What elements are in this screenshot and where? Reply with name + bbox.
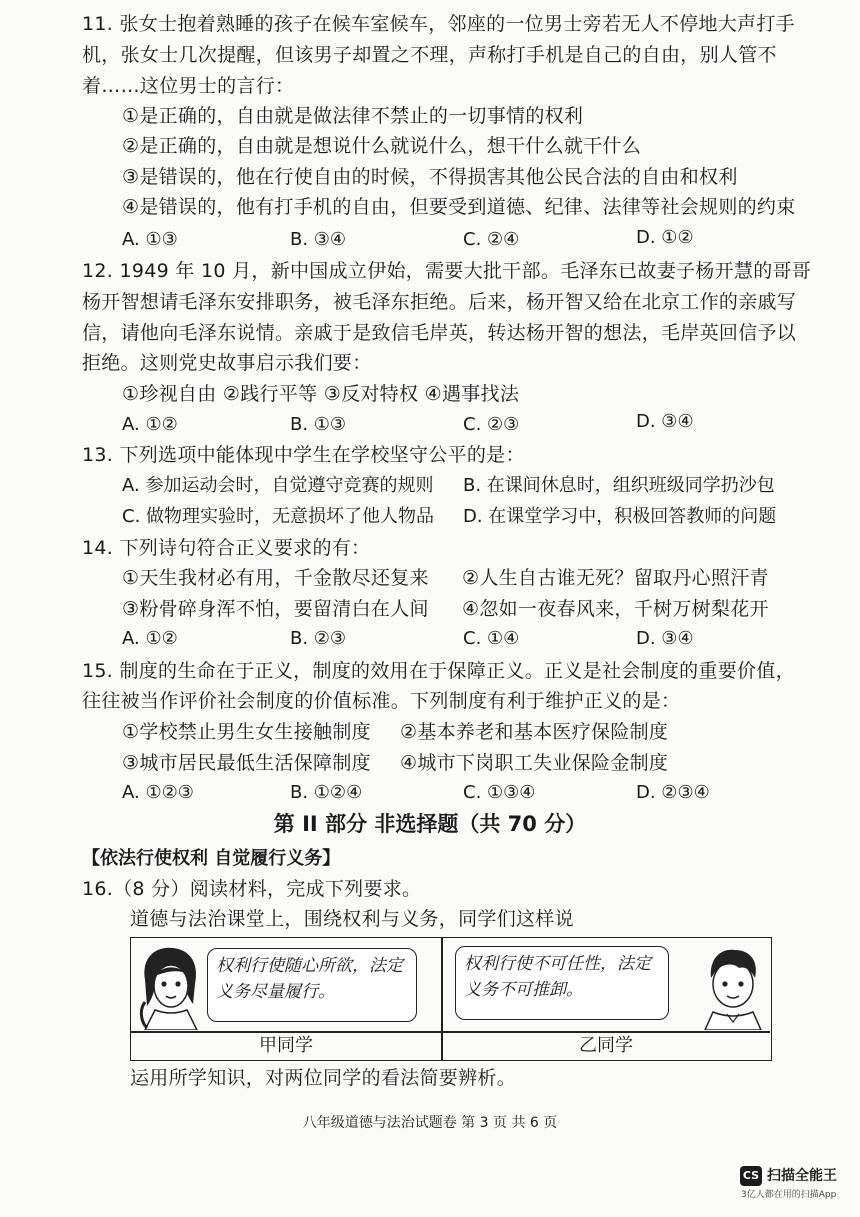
section-title: 第 II 部分 非选择题（共 70 分） <box>273 812 587 836</box>
q15-line-1: 15. 制度的生命在于正义，制度的效用在于保障正义。正义是社会制度的重要价值， <box>82 660 795 682</box>
page-footer: 八年级道德与法治试题卷 第 3 页 共 6 页 <box>302 1115 558 1131</box>
watermark-app-name: 扫描全能王 <box>767 1168 837 1184</box>
speech-bubble-right: 权利行使不可任性，法定义务不可推卸。 <box>455 946 669 1020</box>
q11-option-d: D. ①② <box>636 227 694 248</box>
watermark-tagline: 3亿人都在用的扫描App <box>741 1190 837 1200</box>
q14-line-1: 14. 下列诗句符合正义要求的有： <box>82 537 371 559</box>
q11-item-2: ②是正确的，自由就是想说什么就说什么，想干什么就干什么 <box>122 135 642 157</box>
caption-right: 乙同学 <box>579 1035 633 1056</box>
q13-option-d: D. 在课堂学习中，积极回答教师的问题 <box>463 506 777 527</box>
caption-left: 甲同学 <box>259 1035 313 1056</box>
q15-line-2: 往往被当作评价社会制度的价值标准。下列制度有利于维护正义的是： <box>82 690 681 712</box>
q12-line-3: 信，请他向毛泽东说情。亲戚于是致信毛岸英，转达杨开智的想法，毛岸英回信予以 <box>82 322 797 344</box>
q12-items: ①珍视自由 ②践行平等 ③反对特权 ④遇事找法 <box>122 383 520 405</box>
q15-item-1: ①学校禁止男生女生接触制度 <box>122 721 371 743</box>
q15-option-d: D. ②③④ <box>636 782 710 803</box>
q16-line-2: 道德与法治课堂上，围绕权利与义务，同学们这样说 <box>130 908 574 930</box>
q11-item-1: ①是正确的，自由就是做法律不禁止的一切事情的权利 <box>122 105 584 127</box>
q13-option-c: C. 做物理实验时，无意损坏了他人物品 <box>122 506 435 527</box>
q16-task: 运用所学知识，对两位同学的看法简要辨析。 <box>130 1067 517 1089</box>
q16-line-1: 16.（8 分）阅读材料，完成下列要求。 <box>82 878 422 900</box>
q12-option-a: A. ①② <box>122 414 178 435</box>
q15-item-2: ②基本养老和基本医疗保险制度 <box>400 721 669 743</box>
speech-bubble-left: 权利行使随心所欲，法定义务尽量履行。 <box>207 948 417 1022</box>
q12-option-d: D. ③④ <box>636 411 694 432</box>
q12-option-b: B. ①③ <box>290 414 347 435</box>
boy-figure <box>699 942 767 1030</box>
q14-option-a: A. ①② <box>122 628 178 649</box>
q14-item-3: ③粉骨碎身浑不怕，要留清白在人间 <box>122 598 429 620</box>
q11-option-c: C. ②④ <box>463 229 520 250</box>
q12-line-1: 12. 1949 年 10 月，新中国成立伊始，需要大批干部。毛泽东已故妻子杨开慧的哥哥 <box>82 260 812 282</box>
q12-option-c: C. ②③ <box>463 414 520 435</box>
q14-item-2: ②人生自古谁无死？留取丹心照汗青 <box>462 567 769 589</box>
subsection-title: 【依法行使权利 自觉履行义务】 <box>82 848 341 869</box>
q11-option-b: B. ③④ <box>290 229 347 250</box>
q13-option-b: B. 在课间休息时，组织班级同学扔沙包 <box>463 475 775 496</box>
q11-line-1: 11. 张女士抱着熟睡的孩子在候车室候车，邻座的一位男士旁若无人不停地大声打手 <box>82 13 795 35</box>
q12-line-2: 杨开智想请毛泽东安排职务，被毛泽东拒绝。后来，杨开智又给在北京工作的亲戚写 <box>82 291 797 313</box>
girl-figure <box>137 944 205 1030</box>
q15-item-4: ④城市下岗职工失业保险金制度 <box>400 752 669 774</box>
camscanner-logo: CS <box>740 1166 762 1186</box>
cartoon-panel <box>130 937 772 1061</box>
q13-option-a: A. 参加运动会时，自觉遵守竞赛的规则 <box>122 475 434 496</box>
q14-option-d: D. ③④ <box>636 628 694 649</box>
q14-option-c: C. ①④ <box>463 628 520 649</box>
q12-line-4: 拒绝。这则党史故事启示我们要： <box>82 352 372 374</box>
q15-option-b: B. ①②④ <box>290 782 363 803</box>
q13-line-1: 13. 下列选项中能体现中学生在学校坚守公平的是： <box>82 444 525 466</box>
q15-option-a: A. ①②③ <box>122 782 194 803</box>
q11-line-2: 机，张女士几次提醒，但该男子却置之不理，声称打手机是自己的自由，别人管不 <box>82 44 777 66</box>
q11-line-3: 着……这位男士的言行： <box>82 75 295 97</box>
q11-option-a: A. ①③ <box>122 229 178 250</box>
q11-item-4: ④是错误的，他有打手机的自由，但要受到道德、纪律、法律等社会规则的约束 <box>122 196 796 218</box>
q14-item-1: ①天生我材必有用，千金散尽还复来 <box>122 567 429 589</box>
q14-option-b: B. ②③ <box>290 628 347 649</box>
q14-item-4: ④忽如一夜春风来，千树万树梨花开 <box>462 598 769 620</box>
q15-option-c: C. ①③④ <box>463 782 536 803</box>
q11-item-3: ③是错误的，他在行使自由的时候，不得损害其他公民合法的自由和权利 <box>122 166 738 188</box>
q15-item-3: ③城市居民最低生活保障制度 <box>122 752 371 774</box>
